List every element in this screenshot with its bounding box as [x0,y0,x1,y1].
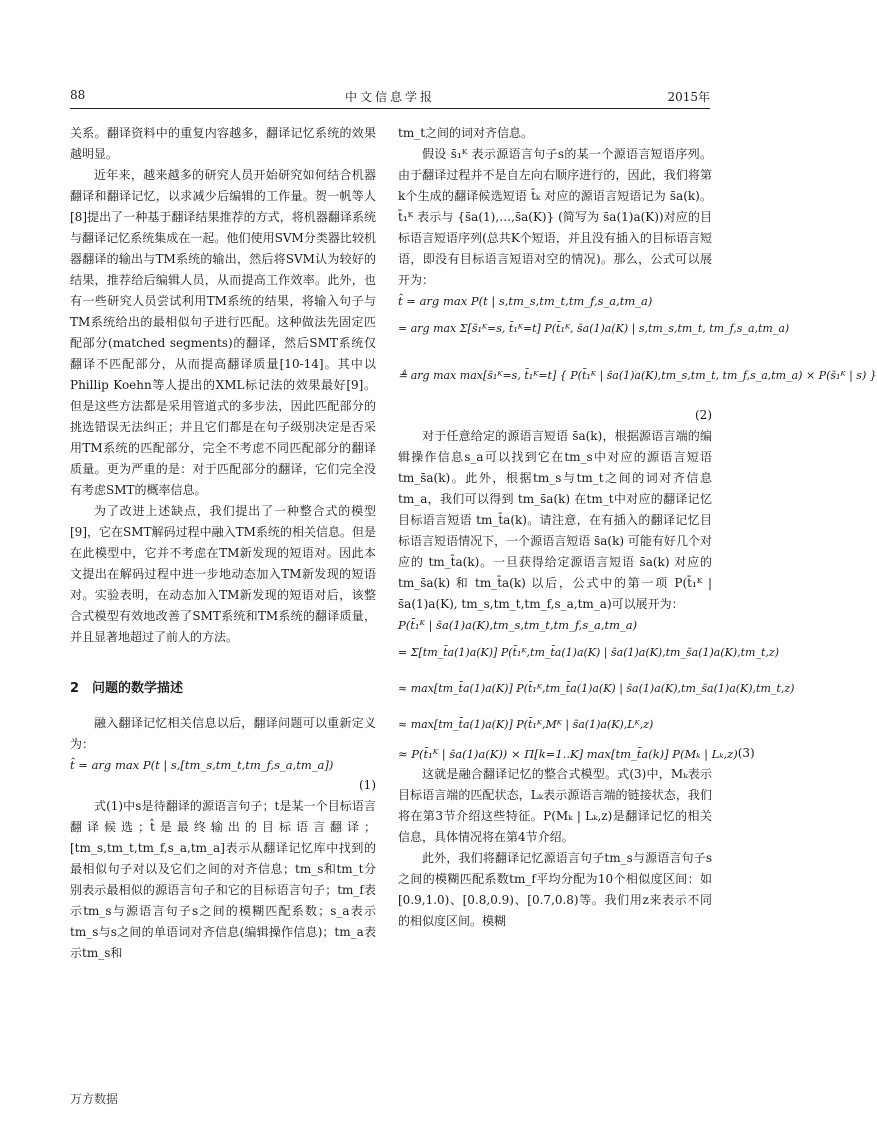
equation-2-line-2: = arg max Σ[s̄₁ᴷ=s, t̄₁ᴷ=t] P(t̄₁ᴷ, s̄a(1)a(K) | s,tm_s,tm_t, tm_f,s_a,tm_a) [398,322,790,335]
equation-3-line-2: = Σ[tm_t̄a(1)a(K)] P(t̄₁ᴷ,tm_t̄a(1)a(K) | s̄a(1)a(K),tm_s̄a(1)a(K),tm_t,z) [398,646,779,659]
left-paragraph-4: 融入翻译记忆相关信息以后，翻译问题可以重新定义为： [70,716,376,751]
equation-1-number: (1) [359,778,376,792]
equation-3-line-5: ≈ P(t̄₁ᴷ | s̄a(1)a(K)) × Π[k=1..K] max[tm_t̄a(k)] P(Mₖ | Lₖ,z) [398,746,738,761]
equation-3-line-4: ≈ max[tm_t̄a(1)a(K)] P(t̄₁ᴷ,Mᴷ | s̄a(1)a(K),Lᴷ,z) [398,718,654,731]
equation-2-line-3: ≜ arg max max[s̄₁ᴷ=s, t̄₁ᴷ=t] { P(t̄₁ᴷ | s̄a(1)a(K),tm_s,tm_t, tm_f,s_a,tm_a) × P(s̄₁ᴷ | s) } [398,369,877,382]
right-paragraph-2: 假设 s̄₁ᴷ 表示源语言句子s的某一个源语言短语序列。由于翻译过程并不是自左向右顺序进行的，因此，我们将第k个生成的翻译候选短语 t̄ₖ 对应的源语言短语记为 s̄a(k)。t̄₁ᴷ 表示与 {s̄a(1),…,s̄a(K)} (简写为 s̄a(1)a(K))对应的目标语言短语序列(总共K个短语，并且没有插入的目标语言短语，即没有目标语言短语对空的情况)。那么，公式可以展开为： [398,147,712,287]
page-number: 88 [70,88,86,102]
left-paragraph-2: 近年来，越来越多的研究人员开始研究如何结合机器翻译和翻译记忆，以求减少后编辑的工作量。贺一帆等人[8]提出了一种基于翻译结果推荐的方式，将机器翻译系统与翻译记忆系统集成在一起。他们使用SVM分类器比较机器翻译的输出与TM系统的输出，然后将SVM认为较好的结果，推荐给后编辑人员，从而提高工作效率。此外，也有一些研究人员尝试利用TM系统的结果，将输入句子与TM系统给出的最相似句子进行匹配。这种做法先固定匹配部分(matched segments)的翻译，然后SMT系统仅翻译不匹配部分，从而提高翻译质量[10-14]。其中以Phillip Koehn等人提出的XML标记法的效果最好[9]。但是这些方法都是采用管道式的多步法，因此匹配部分的挑选错误无法纠正；并且它们都是在句子级别决定是否采用TM系统的匹配部分，完全不考虑不同匹配部分的翻译质量。更为严重的是：对于匹配部分的翻译，它们完全没有考虑SMT的概率信息。 [70,168,376,497]
left-column [70,123,376,964]
left-paragraph-5: 式(1)中s是待翻译的源语言句子；t是某一个目标语言翻译候选；t̂是最终输出的目标语言翻译；[tm_s,tm_t,tm_f,s_a,tm_a]表示从翻译记忆库中找到的最相似句子对以及它们之间的对齐信息；tm_s和tm_t分别表示最相似的源语言句子和它的目标语言句子；tm_f表示tm_s与源语言句子s之间的模糊匹配系数；s_a表示tm_s与s之间的单语词对齐信息(编辑操作信息)；tm_a表示tm_s和 [70,799,376,960]
left-paragraph-1: 关系。翻译资料中的重复内容越多，翻译记忆系统的效果越明显。 [70,126,376,161]
equation-2-line-1: t̂ = arg max P(t | s,tm_s,tm_t,tm_f,s_a,tm_a) [398,294,653,308]
equation-3-line-3: ≈ max[tm_t̄a(1)a(K)] P(t̄₁ᴷ,tm_t̄a(1)a(K) | s̄a(1)a(K),tm_s̄a(1)a(K),tm_t,z) [398,682,795,695]
equation-3-number: (3) [737,746,755,760]
equation-3-row [398,743,755,764]
right-column [398,123,877,932]
footer-watermark: 万方数据 [70,1092,119,1106]
equation-2-number: (2) [695,408,712,422]
section-title: 2 问题的数学描述 [70,681,184,696]
right-paragraph-3: 对于任意给定的源语言短语 s̄a(k)，根据源语言端的编辑操作信息s_a可以找到它在tm_s中对应的源语言短语 tm_s̄a(k)。此外，根据tm_s与tm_t之间的词对齐信息tm_a，我们可以得到 tm_s̄a(k) 在tm_t中对应的翻译记忆目标语言短语 tm_t̄a(k)。请注意，在有插入的翻译记忆目标语言短语情况下，一个源语言短语 s̄a(k) 可能有好几个对应的 tm_t̄a(k)。一旦获得给定源语言短语 s̄a(k) 对应的 tm_s̄a(k) 和 tm_t̄a(k) 以后，公式中的第一项 P(t̄₁ᴷ | s̄a(1)a(K), tm_s,tm_t,tm_f,s_a,tm_a)可以展开为： [398,429,712,611]
left-paragraph-3: 为了改进上述缺点，我们提出了一种整合式的模型[9]，它在SMT解码过程中融入TM系统的相关信息。但是在此模型中，它并不考虑在TM新发现的短语对。因此本文提出在解码过程中进一步地动态加入TM新发现的短语对。实验表明，在动态加入TM新发现的短语对后，该整合式模型有效地改善了SMT系统和TM系统的翻译质量，并且显著地超过了前人的方法。 [70,504,376,644]
journal-title: 中文信息学报 [344,90,435,104]
publication-year: 2015年 [667,90,710,104]
right-paragraph-5: 此外，我们将翻译记忆源语言句子tm_s与源语言句子s之间的模糊匹配系数tm_f平均分配为10个相似度区间：如[0.9,1.0)、[0.8,0.9)、[0.7,0.8)等。我们用z来表示不同的相似度区间。模糊 [398,851,712,928]
page-header [70,86,710,109]
equation-3-line-1: P(t̄₁ᴷ | s̄a(1)a(K),tm_s,tm_t,tm_f,s_a,tm_a) [398,618,638,632]
right-paragraph-1: tm_t之间的词对齐信息。 [398,126,534,140]
right-paragraph-4: 这就是融合翻译记忆的整合式模型。式(3)中，Mₖ表示目标语言端的匹配状态，Lₖ表示源语言端的链接状态，我们将在第3节介绍这些特征。P(Mₖ | Lₖ,z)是翻译记忆的相关信息，具体情况将在第4节介绍。 [398,767,712,844]
equation-1: t̂ = arg max P(t | s,[tm_s,tm_t,tm_f,s_a,tm_a]) [70,758,334,772]
